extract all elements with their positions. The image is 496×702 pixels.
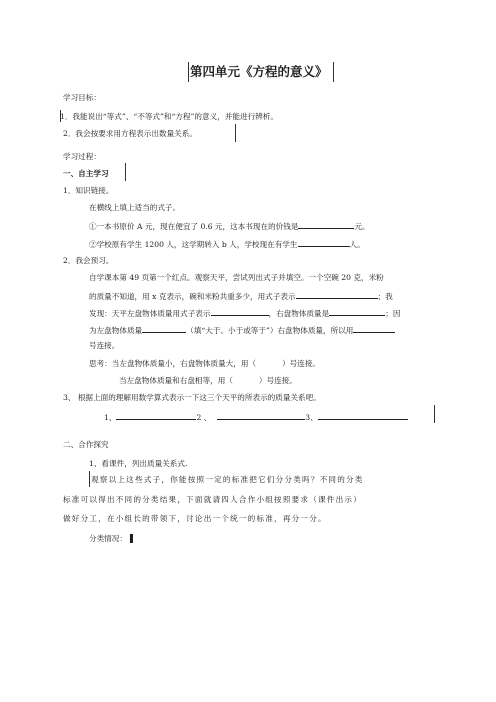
relation-blank-3[interactable]: [318, 411, 408, 420]
preview-line-1: 自学课本第 49 页第一个红点。观察天平，尝试列出式子并填空。一个空碗 20 克，米粉: [89, 273, 384, 282]
think-line-1: [89, 359, 320, 369]
preview-blank-1[interactable]: [296, 290, 378, 299]
preview-line-2: [89, 290, 393, 302]
think-1-end: ）号连接。: [282, 359, 321, 368]
section2-heading: 二、合作探究: [63, 440, 109, 449]
think-line-2: [119, 376, 297, 386]
section2-item1: 1、看课件，列出质量关系式.: [89, 459, 188, 468]
think-2-end: ）号连接。: [258, 376, 297, 385]
relation-blank-2[interactable]: [217, 411, 305, 420]
preview-line-4-text: 为左盘物体质量: [89, 326, 143, 335]
preview-blank-4[interactable]: [142, 324, 186, 333]
classify-label: 分类情况：: [89, 534, 127, 543]
section1-item3: 3、 根据上面的理解用数学算式表示一下这三个天平的所表示的质量关系吧。: [63, 393, 321, 402]
preview-line-3-text: 发现：天平左盘物体质量用式子表示: [89, 309, 211, 318]
preview-line-2-end: ；我: [377, 292, 393, 301]
fill-row-bar: [434, 405, 435, 423]
classify-mark: ▐: [126, 534, 133, 543]
fill-label-3: 3、: [305, 413, 318, 422]
preview-line-5: 号连接。: [89, 341, 120, 350]
classify-line: [89, 534, 133, 544]
question-2-text: ②学校原有学生 1200 人，这学期转入 b 人，学校现在有学生: [89, 240, 298, 249]
section2-para-line-3: 做好分工，在小组长的带领下，讨论出一个统一的标准，再分一分。: [63, 514, 327, 523]
preview-blank-2[interactable]: [211, 307, 269, 316]
preview-line-3-end: ；因: [385, 309, 401, 318]
goals-heading: 学习目标：: [63, 93, 101, 102]
question-1-text: ①一本书原价 A 元，现在便宜了 0.6 元，这本书现在的价钱是: [89, 222, 299, 231]
page-title: 第四单元《方程的意义》: [190, 64, 328, 79]
question-1: [89, 220, 370, 232]
preview-line-2-text: 的质量不知道，用 x 克表示，碗和米粉共重多少，用式子表示: [89, 292, 296, 301]
question-2: [89, 238, 365, 250]
section2-para-bar: [89, 471, 90, 487]
goal-2: 2．我会按要求用方程表示出数量关系。: [63, 129, 197, 138]
goal-1: 1．我能说出“等式”、“不等式”和“方程”的意义，并能进行辨析。: [60, 112, 278, 121]
question-2-blank[interactable]: [298, 238, 350, 247]
preview-blank-3[interactable]: [329, 307, 385, 316]
think-1-text: 思考：当左盘物体质量小，右盘物体质量大，用（: [89, 359, 257, 368]
think-2-text: 当左盘物体质量和右盘相等，用（: [119, 376, 233, 385]
preview-line-3: [89, 307, 400, 319]
preview-line-4-mid: （填“大于、小于或等于”）右盘物体质量，所以用: [186, 326, 354, 335]
title-left-bar: [188, 62, 189, 82]
title-right-bar: [333, 62, 334, 82]
section1-instruction: 在横线上填上适当的式子。: [89, 203, 181, 212]
question-2-unit: 人。: [349, 240, 365, 249]
section2-para-line-2: 标准可以得出不同的分类结果，下面就请四人合作小组按照要求（课件出示）: [63, 495, 362, 504]
section1-item1: 1．知识链接。: [63, 186, 114, 195]
preview-line-4: [89, 324, 395, 336]
fill-label-1: 1、: [104, 413, 117, 422]
section1-heading: 一、自主学习: [63, 169, 109, 178]
relation-blank-1[interactable]: [116, 411, 196, 420]
section1-item2: 2．我会预习。: [63, 256, 114, 265]
preview-blank-5[interactable]: [353, 324, 395, 333]
section1-bar: [125, 163, 126, 181]
question-1-unit: 元。: [354, 222, 370, 231]
section2-para-line-1: 观察以上这些式子，你能按照一定的标准把它们分分类吗？不同的分类: [91, 475, 364, 484]
relation-fill-row: [104, 411, 408, 423]
question-1-blank[interactable]: [298, 220, 354, 229]
process-heading: 学习过程：: [63, 152, 101, 161]
preview-line-3-mid: ，右盘物体质量是: [268, 309, 330, 318]
fill-label-2: 2 、: [196, 413, 212, 422]
goal-2-bar: [235, 124, 236, 142]
